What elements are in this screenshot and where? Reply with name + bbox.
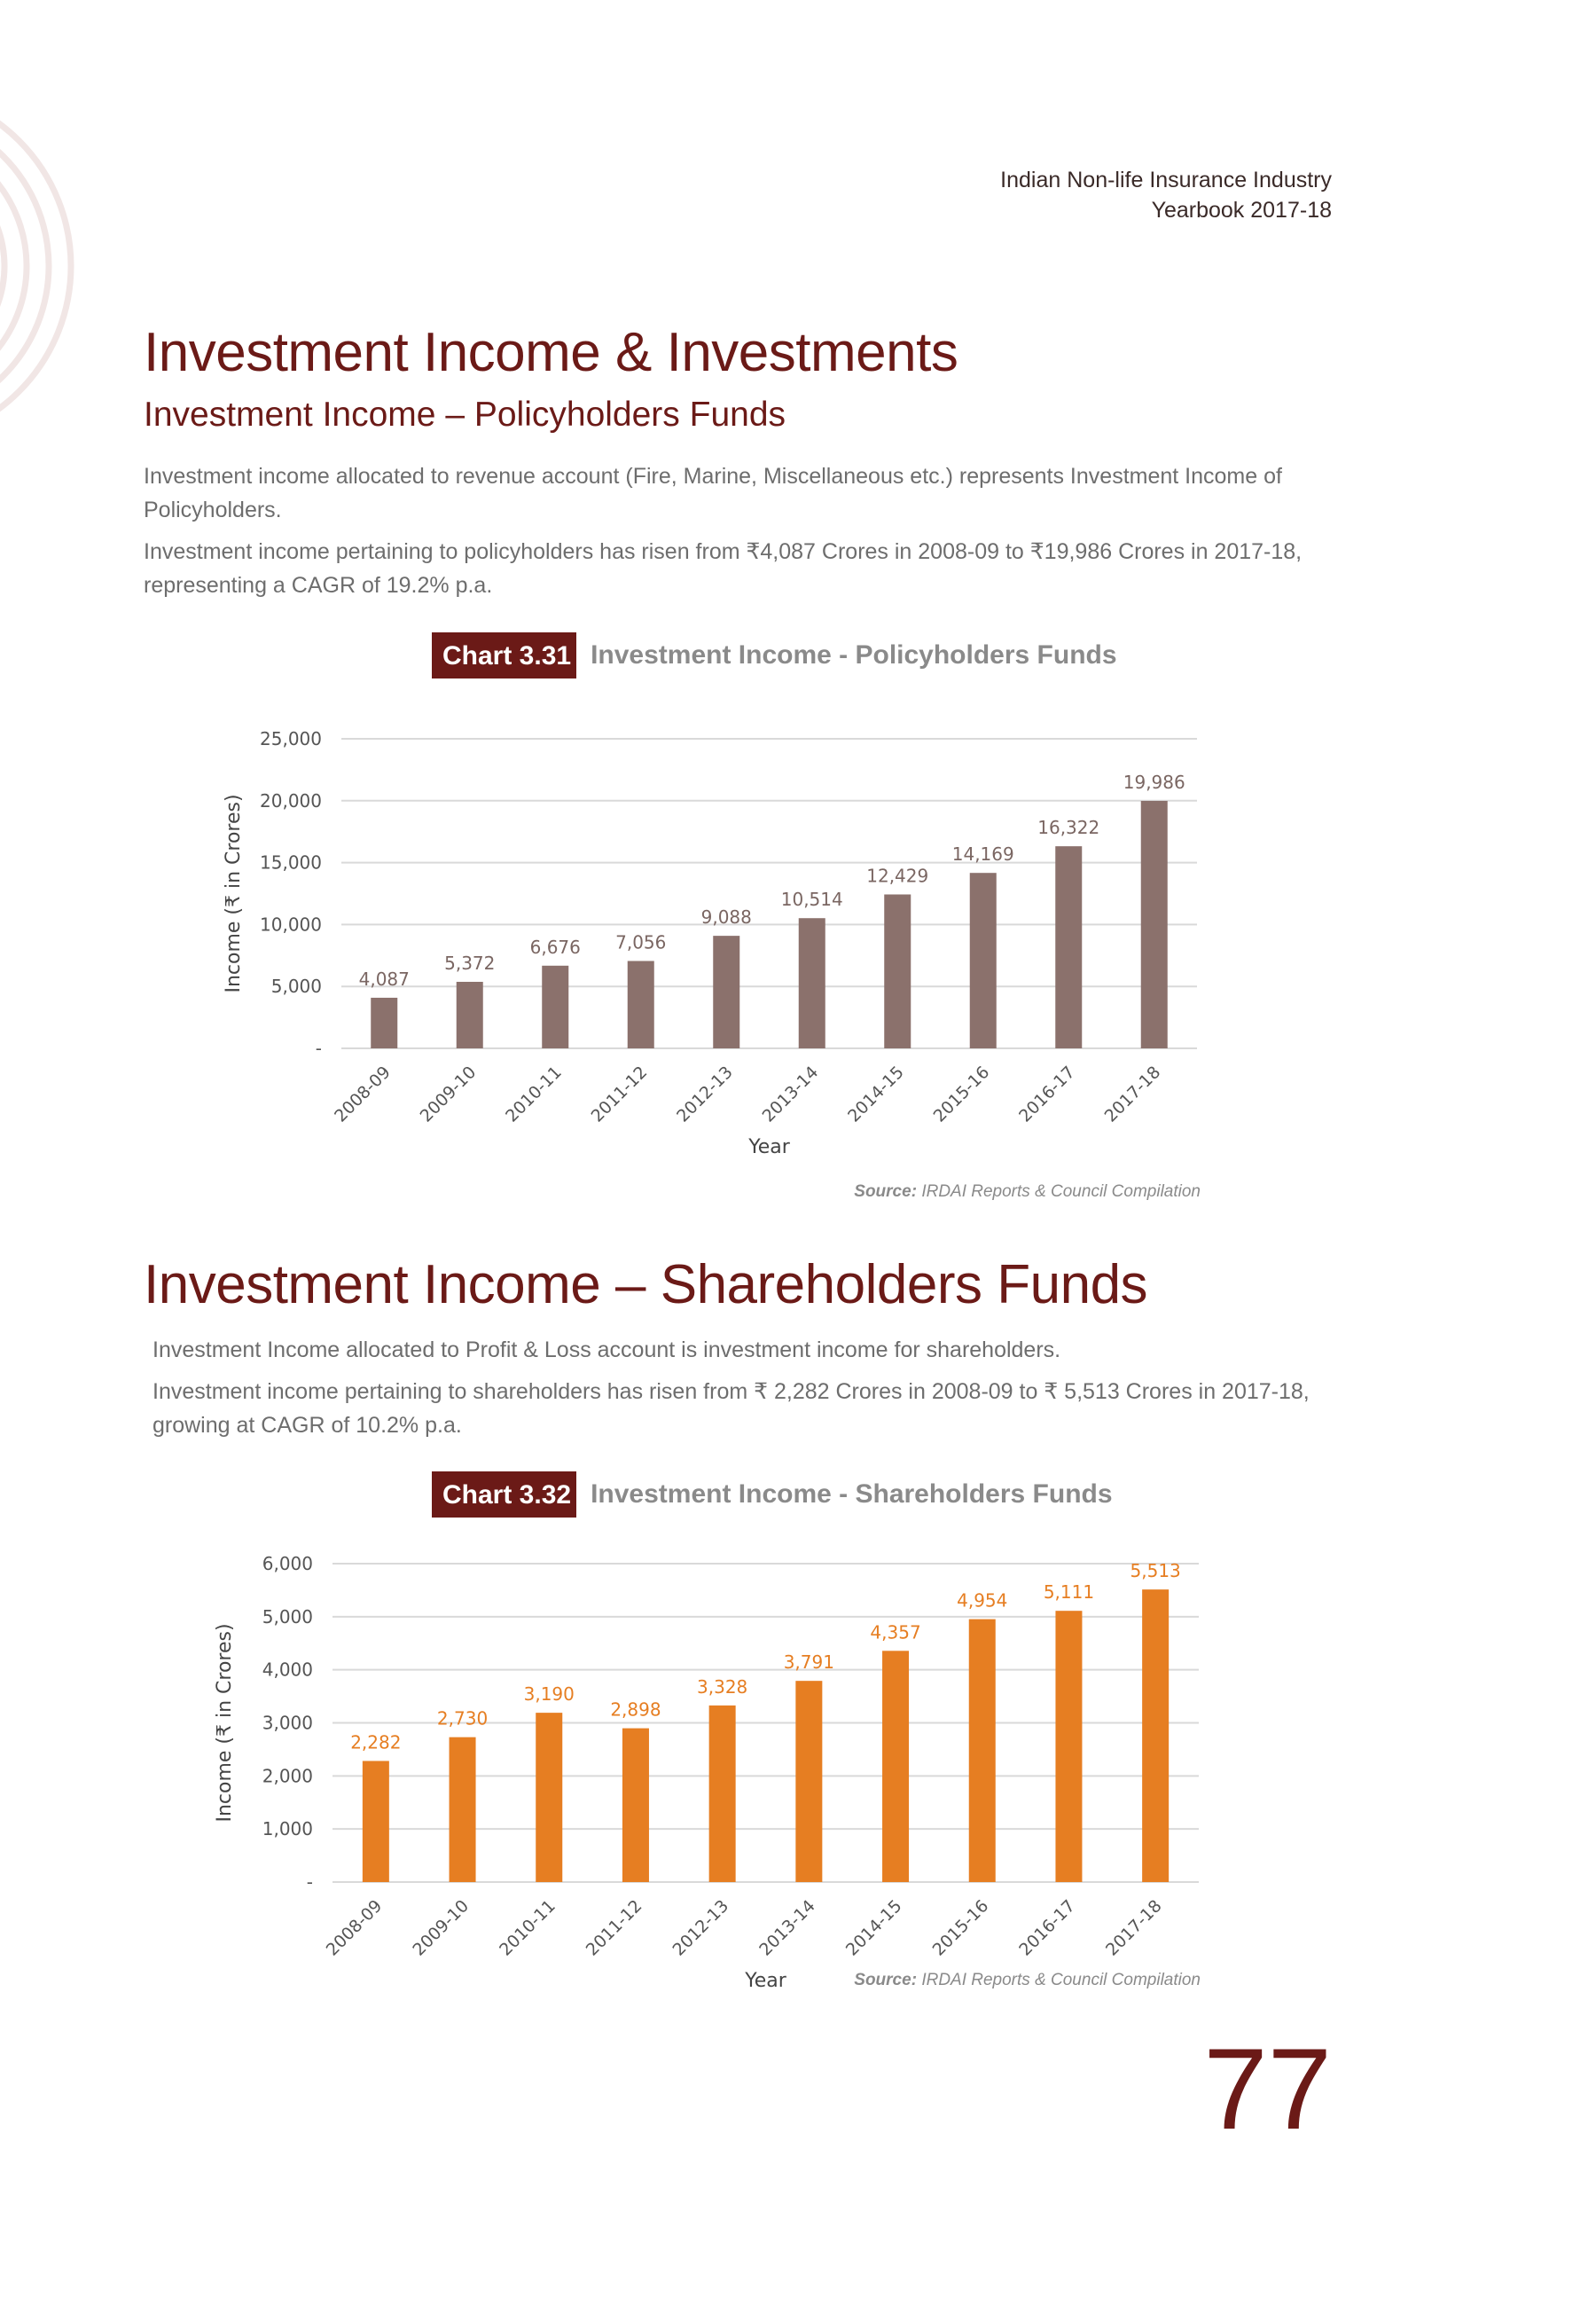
- data-label: 4,357: [870, 1621, 921, 1643]
- bar: [542, 966, 568, 1048]
- running-header: [1000, 165, 1332, 225]
- paragraph-2: Investment income pertaining to policyholders has risen from ₹4,087 Crores in 2008-09 to ₹19,986 Crores in 2017-18, representing a CAGR of 19.2% p.a.: [144, 539, 1303, 598]
- bar: [795, 1681, 822, 1882]
- x-tick-label: 2009-10: [409, 1895, 473, 1960]
- y-tick-label: 20,000: [260, 789, 322, 812]
- x-tick-label: 2009-10: [416, 1062, 481, 1126]
- x-tick-label: 2013-14: [755, 1895, 819, 1960]
- data-label: 14,169: [951, 843, 1014, 866]
- bar: [969, 1620, 996, 1882]
- x-tick-label: 2008-09: [331, 1062, 395, 1126]
- x-axis-title: Year: [745, 1970, 786, 1992]
- x-tick-label: 2014-15: [844, 1062, 908, 1126]
- chart-1-badge: Chart 3.31: [432, 632, 576, 678]
- data-label: 2,282: [350, 1731, 402, 1753]
- bar: [457, 982, 483, 1048]
- y-tick-label: 4,000: [262, 1659, 313, 1681]
- data-label: 5,372: [444, 953, 496, 975]
- x-tick-label: 2011-12: [587, 1062, 652, 1126]
- bar: [1055, 846, 1082, 1048]
- decorative-arcs: [0, 115, 80, 417]
- chart-2-shareholders: [0, 1543, 1596, 2004]
- y-tick-label: 15,000: [260, 851, 322, 874]
- x-tick-label: 2010-11: [496, 1895, 559, 1960]
- y-tick-label: 5,000: [270, 976, 322, 998]
- x-tick-label: 2015-16: [929, 1062, 994, 1126]
- data-label: 3,791: [783, 1651, 834, 1674]
- y-tick-label: 25,000: [260, 728, 322, 749]
- source-label: Source:: [854, 1182, 918, 1201]
- y-axis-title: Income (₹ in Crores): [214, 1623, 236, 1823]
- bar: [713, 936, 739, 1048]
- bar: [363, 1761, 389, 1882]
- x-tick-label: 2017-18: [1100, 1062, 1165, 1126]
- header-line-1: Indian Non-life Insurance Industry: [1000, 168, 1332, 192]
- bar: [884, 894, 911, 1048]
- y-tick-label: 10,000: [260, 914, 322, 936]
- x-tick-label: 2008-09: [322, 1895, 387, 1960]
- y-tick-label: 3,000: [262, 1712, 313, 1734]
- y-axis-title: Income (₹ in Crores): [223, 794, 245, 993]
- y-tick-label: 6,000: [262, 1553, 313, 1574]
- bar: [450, 1737, 476, 1882]
- chart-2-badge: Chart 3.32: [432, 1471, 576, 1518]
- section-subtitle: Investment Income – Policyholders Funds: [144, 396, 786, 434]
- x-tick-label: 2010-11: [502, 1062, 566, 1126]
- data-label: 19,986: [1123, 771, 1185, 793]
- paragraph-3: Investment Income allocated to Profit & Loss account is investment income for shareholders.: [153, 1337, 1061, 1362]
- page-number: 77: [1203, 2024, 1332, 2153]
- data-label: 12,429: [866, 865, 929, 887]
- x-tick-label: 2014-15: [841, 1895, 906, 1960]
- data-label: 4,954: [957, 1589, 1008, 1612]
- data-label: 16,322: [1037, 817, 1100, 839]
- bar: [1055, 1611, 1082, 1882]
- section-title: Investment Income & Investments: [144, 322, 958, 383]
- data-label: 2,898: [610, 1698, 661, 1721]
- data-label: 6,676: [529, 936, 581, 958]
- x-tick-label: 2013-14: [758, 1062, 823, 1126]
- data-label: 5,513: [1130, 1560, 1181, 1582]
- bar: [371, 998, 397, 1048]
- paragraph-1: Investment income allocated to revenue account (Fire, Marine, Miscellaneous etc.) represents Investment Income of Policyholders.: [144, 464, 1282, 522]
- data-label: 7,056: [615, 931, 667, 953]
- x-tick-label: 2015-16: [928, 1895, 993, 1960]
- data-label: 10,514: [780, 889, 843, 911]
- bar: [970, 873, 997, 1048]
- y-tick-label: 1,000: [262, 1818, 313, 1840]
- y-tick-label: -: [315, 1038, 322, 1059]
- y-tick-label: 5,000: [262, 1605, 313, 1628]
- bar: [622, 1729, 649, 1882]
- bar: [536, 1713, 562, 1882]
- x-axis-title: Year: [748, 1136, 790, 1158]
- source-text: IRDAI Reports & Council Compilation: [921, 1971, 1201, 1989]
- x-tick-label: 2012-13: [673, 1062, 737, 1126]
- y-tick-label: -: [306, 1871, 313, 1893]
- header-line-2: Yearbook 2017-18: [1151, 198, 1332, 223]
- bar: [799, 918, 825, 1048]
- x-tick-label: 2011-12: [582, 1895, 646, 1960]
- chart-1-policyholders: [0, 710, 1596, 1171]
- chart-1-title: Investment Income - Policyholders Funds: [591, 640, 1117, 670]
- bar: [1142, 1589, 1169, 1882]
- chart-1-heading: [432, 632, 1117, 678]
- data-label: 9,088: [700, 906, 752, 929]
- bar: [628, 961, 654, 1048]
- data-label: 3,190: [523, 1683, 575, 1706]
- data-label: 5,111: [1043, 1581, 1095, 1604]
- data-label: 2,730: [436, 1707, 489, 1730]
- chart-2-source: [854, 1971, 1201, 1990]
- x-tick-label: 2017-18: [1101, 1895, 1166, 1960]
- bar: [709, 1706, 736, 1882]
- bar: [1141, 801, 1168, 1048]
- section-2-title: Investment Income – Shareholders Funds: [144, 1254, 1148, 1315]
- y-tick-label: 2,000: [262, 1765, 313, 1787]
- x-tick-label: 2016-17: [1015, 1895, 1079, 1960]
- chart-2-title: Investment Income - Shareholders Funds: [591, 1479, 1113, 1509]
- source-label: Source:: [854, 1971, 918, 1989]
- data-label: 3,328: [697, 1675, 748, 1698]
- source-text: IRDAI Reports & Council Compilation: [921, 1182, 1201, 1201]
- bar: [882, 1651, 909, 1882]
- x-tick-label: 2016-17: [1015, 1062, 1079, 1126]
- x-tick-label: 2012-13: [669, 1895, 733, 1960]
- chart-1-source: [854, 1182, 1201, 1202]
- paragraph-4: Investment income pertaining to shareholders has risen from ₹ 2,282 Crores in 2008-09 to ₹ 5,513 Crores in 2017-18, growing at CAGR of 10.2% p.a.: [153, 1379, 1310, 1438]
- data-label: 4,087: [358, 968, 410, 990]
- chart-2-heading: [432, 1471, 1113, 1518]
